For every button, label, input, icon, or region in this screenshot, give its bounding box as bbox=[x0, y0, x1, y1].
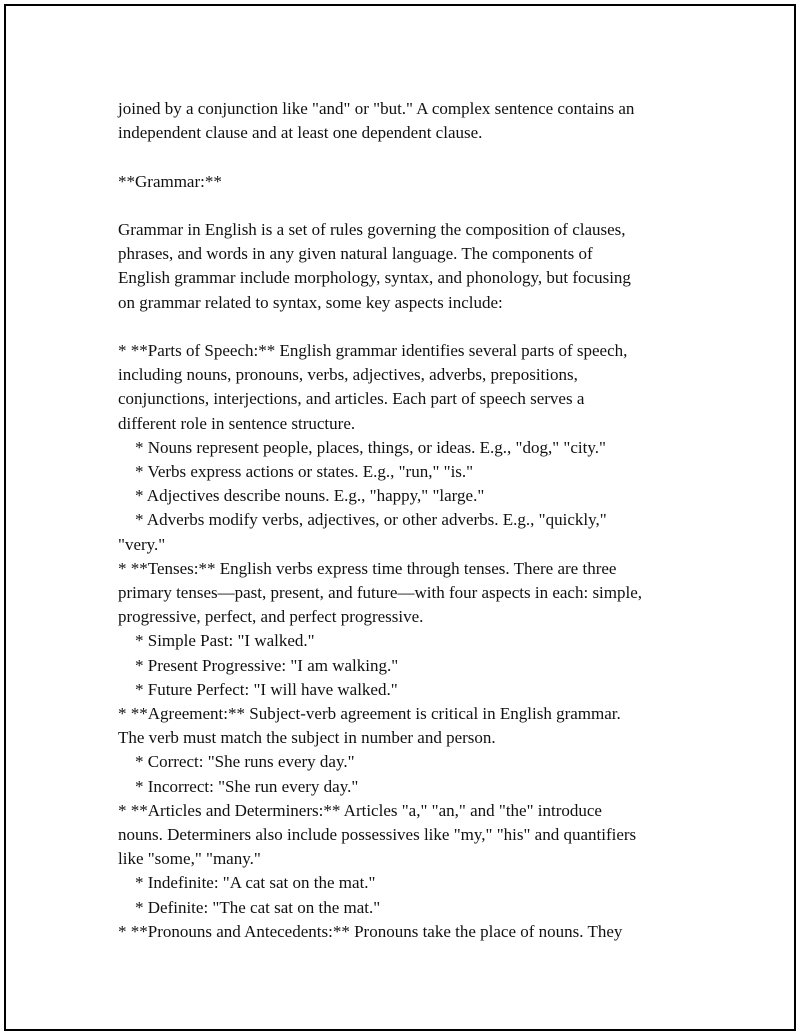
text-line: English grammar include morphology, syntax, and phonology, but focusing bbox=[118, 268, 631, 288]
list-item: * **Pronouns and Antecedents:** Pronouns take the place of nouns. They bbox=[118, 921, 623, 941]
text-line: joined by a conjunction like "and" or "but." A complex sentence contains an bbox=[118, 99, 635, 118]
sub-list-item: * Definite: "The cat sat on the mat." bbox=[118, 897, 381, 917]
text-line: independent clause and at least one dependent clause. bbox=[118, 123, 483, 143]
text-line: phrases, and words in any given natural language. The components of bbox=[118, 244, 593, 264]
sub-list-item: * Correct: "She runs every day." bbox=[118, 752, 355, 772]
sub-list-item: * Simple Past: "I walked." bbox=[118, 631, 315, 651]
sub-list-item: * Adjectives describe nouns. E.g., "happy," "large." bbox=[118, 486, 485, 506]
text-line: like "some," "many." bbox=[118, 849, 261, 869]
sub-list-item: * Verbs express actions or states. E.g., "run," "is." bbox=[118, 462, 474, 481]
text-line: different role in sentence structure. bbox=[118, 413, 356, 433]
section-heading: **Grammar:** bbox=[118, 171, 222, 191]
text-line: including nouns, pronouns, verbs, adjectives, adverbs, prepositions, bbox=[118, 365, 578, 385]
sub-list-item: * Indefinite: "A cat sat on the mat." bbox=[118, 873, 376, 893]
list-item: * **Tenses:** English verbs express time through tenses. There are three bbox=[118, 558, 617, 578]
list-item: * **Articles and Determiners:** Articles "a," "an," and "the" introduce bbox=[118, 800, 602, 820]
page-frame bbox=[4, 4, 796, 1031]
text-line: Grammar in English is a set of rules governing the composition of clauses, bbox=[118, 219, 626, 239]
text-line: conjunctions, interjections, and articles. Each part of speech serves a bbox=[118, 389, 585, 409]
list-item: * **Parts of Speech:** English grammar identifies several parts of speech, bbox=[118, 340, 628, 360]
text-line: progressive, perfect, and perfect progressive. bbox=[118, 607, 424, 627]
text-line: on grammar related to syntax, some key aspects include: bbox=[118, 292, 503, 312]
blank-line bbox=[118, 194, 698, 218]
sub-list-item: * Adverbs modify verbs, adjectives, or other adverbs. E.g., "quickly," bbox=[118, 510, 607, 530]
blank-line bbox=[118, 145, 698, 169]
blank-line bbox=[118, 315, 698, 339]
text-line: primary tenses—past, present, and future—with four aspects in each: simple, bbox=[118, 583, 643, 603]
sub-list-item: * Future Perfect: "I will have walked." bbox=[118, 679, 398, 699]
text-line: "very." bbox=[118, 534, 166, 554]
text-line: The verb must match the subject in number and person. bbox=[118, 728, 496, 748]
sub-list-item: * Present Progressive: "I am walking." bbox=[118, 655, 399, 675]
list-item: * **Agreement:** Subject-verb agreement is critical in English grammar. bbox=[118, 704, 621, 724]
text-line: nouns. Determiners also include possessives like "my," "his" and quantifiers bbox=[118, 825, 637, 845]
sub-list-item: * Nouns represent people, places, things, or ideas. E.g., "dog," "city." bbox=[118, 437, 606, 457]
sub-list-item: * Incorrect: "She run every day." bbox=[118, 776, 359, 796]
document-body bbox=[118, 97, 698, 944]
